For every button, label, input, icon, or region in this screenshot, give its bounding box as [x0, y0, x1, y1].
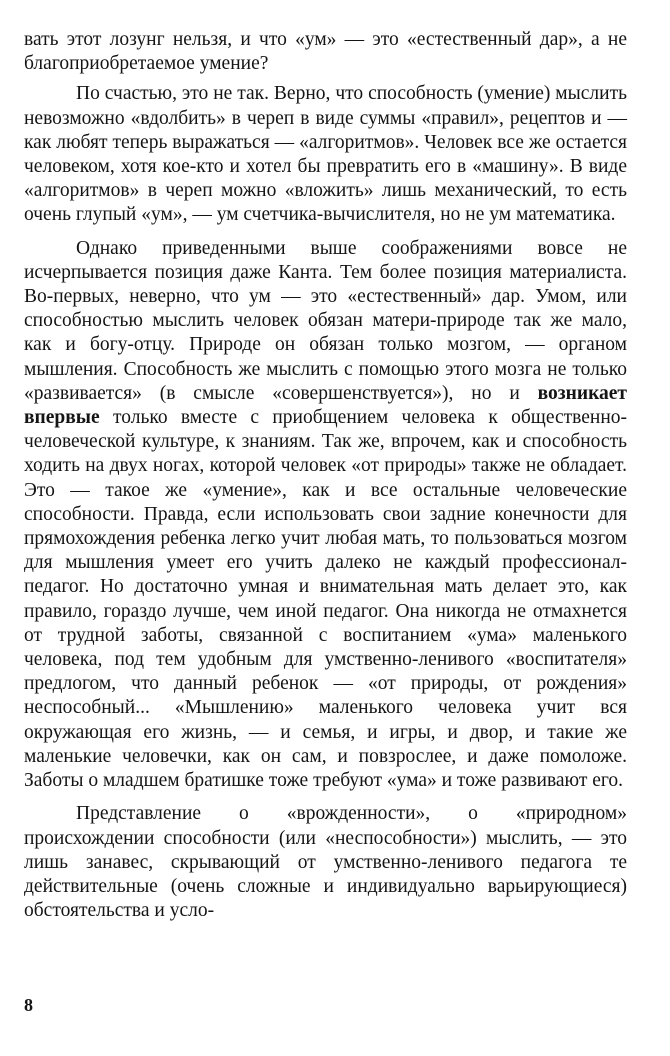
- paragraph-materialist-position: [24, 237, 627, 794]
- paragraph-intellect-not-algorithm: По счастью, это не так. Верно, что способность (умение) мыслить невозможно «вдолбить» в череп в виде суммы «правил», рецептов и — как любят теперь выражаться — «алгоритмов». Человек все же остается человеком, хотя кое-кто и хотел бы превратить его в «машину». В виде «алгоритмов» в череп можно «вложить» лишь механический, то есть очень глупый «ум», — ум счетчика-вычислителя, но не ум математика.: [24, 83, 627, 226]
- page-body: [24, 28, 627, 923]
- paragraph-continuation: вать этот лозунг нельзя, и что «ум» — это «естественный дар», а не благоприобретаемое умение?: [24, 29, 627, 75]
- paragraph-materialist-position-part1: Однако приведенными выше соображениями вовсе не исчерпывается позиция даже Канта. Тем более позиция материалиста. Во-первых, неверно, что ум — это «естественный» дар. Умом, или способностью мыслить человек обязан матери-природе так же мало, как и богу-отцу. Природе он обязан только мозгом, — органом мышления. Способность же мыслить с помощью этого мозга не только «развивается» (в смысле «совершенствуется»), но и: [24, 237, 627, 404]
- page-number: 8: [24, 995, 33, 1015]
- paragraph-materialist-position-part2: только вместе с приобщением человека к общественно-человеческой культуре, к знаниям. Так же, впрочем, как и способность ходить на двух ногах, которой человек «от природы» также не обладает. Это — такое же «умение», как и все остальные человеческие способности. Правда, если использовать свои задние конечности для прямохождения ребенка легко учит любая мать, то пользоваться мозгом для мышления умеет его учить далеко не каждый профессионал-педагог. Но достаточно умная и внимательная мать делает это, как правило, гораздо лучше, чем иной педагог. Она никогда не отмахнется от трудной заботы, связанной с воспитанием «ума» маленького человека, под тем удобным для умственно-ленивого «воспитателя» предлогом, что данный ребенок — «от природы, от рождения» неспособный... «Мышлению» маленького человека учит вся окружающая его жизнь, — и семья, и игры, и двор, и такие же маленькие человечки, как он сам, и повзрослее, и даже помоложе. Заботы о младшем братишке тоже требуют «ума» и тоже развивают его.: [24, 407, 627, 792]
- emphasis-arises-first: возникает впервые: [24, 382, 627, 429]
- paragraph-innateness: Представление о «врожденности», о «природном» происхождении способности (или «неспособности») мыслить, — это лишь занавес, скрывающий от умственно-ленивого педагога те действительные (очень сложные и индивидуально варьирующиеся) обстоятельства и усло-: [24, 803, 627, 922]
